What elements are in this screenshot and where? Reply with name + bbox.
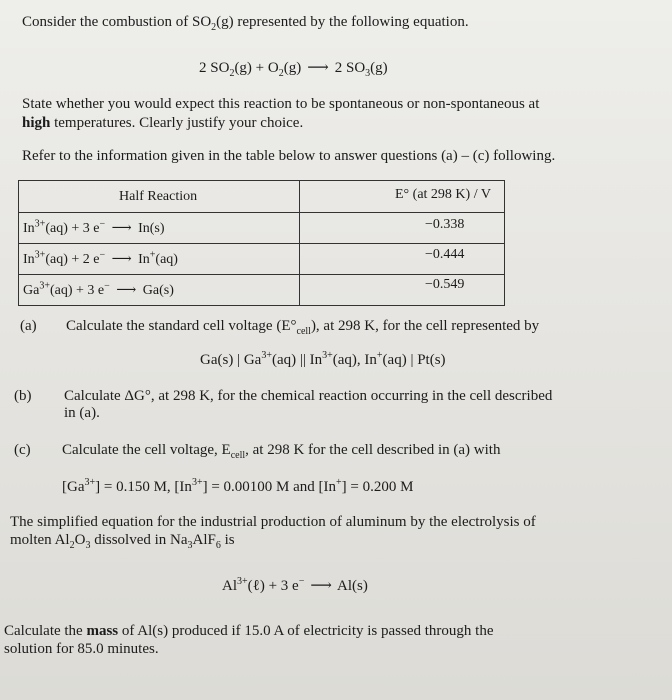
question-a-cell-notation: Ga(s) | $Ga^{3+}(aq)$ || $In^{3+}(aq)$, In+(aq) | Pt(s) bbox=[200, 350, 446, 368]
question-c-concentrations: $[Ga^{3+}] = 0.150$ M, $[In^{3+}] = 0.00100$ M and [In+] = 0.200 M bbox=[62, 477, 414, 495]
aluminum-line-2: molten $Al_2O_3$ dissolved in $Na_3AlF_6$ is bbox=[10, 532, 235, 551]
table-header-half-reaction: Half Reaction bbox=[119, 189, 198, 204]
question-c-label: (c) bbox=[14, 442, 31, 458]
combustion-equation: 2 $SO_2(g) + O_2(g)$ ⟶ 2 $SO_3(g)$ bbox=[199, 60, 388, 79]
question-a-text: Calculate the standard cell voltage $(E^\circ_{cell})$, at 298 K, for the cell represented by bbox=[66, 318, 540, 337]
reaction-arrow: ⟶ bbox=[307, 60, 329, 76]
question-c-text: Calculate the cell voltage, $E_{cell}$, at 298 K for the cell described in (a) with bbox=[62, 442, 501, 461]
reaction-arrow: ⟶ bbox=[310, 578, 332, 594]
table-row-e0: −0.444 bbox=[425, 247, 465, 262]
table-row-half-reaction: $In^{3+}(aq) + 3$ e− ⟶ In(s) bbox=[23, 218, 165, 236]
table-row-half-reaction: $In^{3+}(aq) + 2$ e− ⟶ In+(aq) bbox=[23, 249, 178, 267]
refer-text: Refer to the information given in the table below to answer questions (a) – (c) following. bbox=[22, 148, 556, 164]
mass-question-line-2: solution for 85.0 minutes. bbox=[4, 641, 159, 657]
mass-question-line-1: Calculate the mass of Al(s) produced if 15.0 A of electricity is passed through the bbox=[4, 623, 494, 639]
intro-text: Consider the combustion of $SO_2(g)$ represented by the following equation. bbox=[22, 14, 469, 33]
question-a-label: (a) bbox=[20, 318, 37, 334]
table-row-half-reaction: $Ga^{3+}(aq) + 3$ e− ⟶ Ga(s) bbox=[23, 280, 174, 298]
question-b-label: (b) bbox=[14, 388, 32, 404]
half-reaction-table bbox=[18, 180, 505, 306]
aluminum-equation: $Al^{3+}(\ell) + 3$ e− ⟶ Al(s) bbox=[222, 576, 368, 594]
question-b-line-1: Calculate ΔG°, at 298 K, for the chemical reaction occurring in the cell described bbox=[64, 388, 553, 404]
spontaneity-line-2: high temperatures. Clearly justify your choice. bbox=[22, 115, 304, 131]
aluminum-line-1: The simplified equation for the industrial production of aluminum by the electrolysis of bbox=[10, 514, 536, 530]
question-b-line-2: in (a). bbox=[64, 405, 100, 421]
table-header-e0: E° (at 298 K) / V bbox=[395, 187, 491, 202]
table-row-e0: −0.549 bbox=[425, 277, 465, 292]
spontaneity-line-1: State whether you would expect this reaction to be spontaneous or non-spontaneous at bbox=[22, 96, 540, 112]
table-row-e0: −0.338 bbox=[425, 217, 465, 232]
